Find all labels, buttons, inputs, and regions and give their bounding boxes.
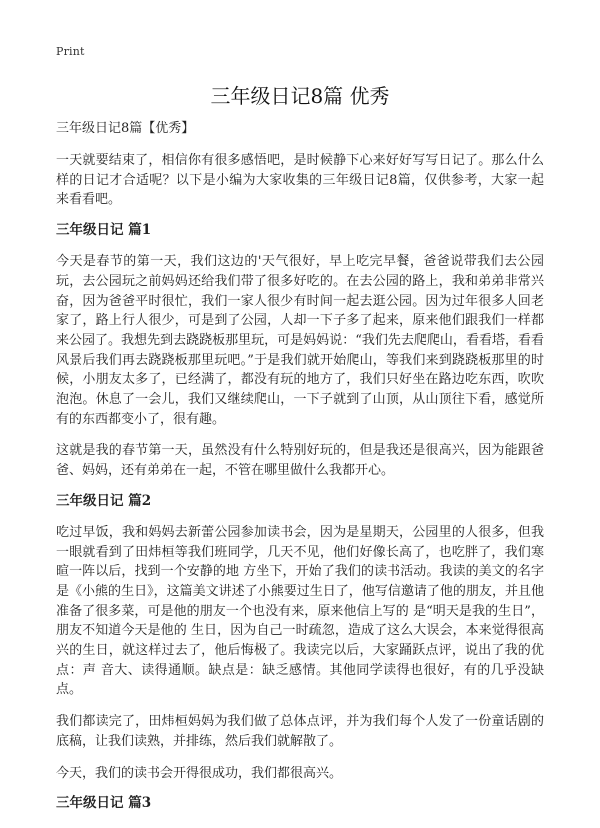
section-heading: 三年级日记 篇1: [56, 222, 152, 239]
article-body: [56, 120, 544, 825]
section-heading: 三年级日记 篇2: [56, 492, 152, 509]
intro-paragraph: 一天就要结束了，相信你有很多感悟吧，是时候静下心来好好写写日记了。那么什么样的日记才合适呢？以下是小编为大家收集的三年级日记8篇，仅供参考，大家一起来看看吧。: [56, 153, 544, 208]
print-label: Print: [56, 45, 85, 58]
paragraph: 今天是春节的第一天，我们这边的'天气很好，早上吃完早餐，爸爸说带我们去公园玩，去公园玩之前妈妈还给我们带了很多好吃的。在去公园的路上，我和弟弟非常兴奋，因为爸爸平时很忙，我们一家人很少有时间一起去逛公园。因为过年很多人回老家了，路上行人很少，可是到了公园，人却一下子多了起来，原来他们跟我们一样都来公园了。我想先到去跷跷板那里玩，可是妈妈说：“我们先去爬爬山，看看塔，看看风景后我们再去跷跷板那里玩吧。”于是我们就开始爬山，等我们来到跷跷板那里的时候，小朋友太多了，已经满了，都没有玩的地方了，我们只好坐在路边吃东西，吹吹泡泡。休息了一会儿，我们又继续爬山，一下子就到了山顶，从山顶往下看，感觉所有的东西都变小了，很有趣。: [56, 254, 544, 427]
paragraph: 这就是我的春节第一天，虽然没有什么特别好玩的，但是我还是很高兴，因为能跟爸爸、妈妈，还有弟弟在一起，不管在哪里做什么我都开心。: [56, 443, 544, 479]
paragraph: 我们都读完了，田炜桓妈妈为我们做了总体点评，并为我们每个人发了一份童话剧的底稿，让我们读熟，并排练，然后我们就解散了。: [56, 714, 544, 749]
section-heading: 三年级日记 篇3: [56, 795, 152, 812]
article-subtitle: 三年级日记8篇【优秀】: [56, 121, 195, 136]
page-title: 三年级日记8篇 优秀: [210, 84, 390, 108]
paragraph: 吃过早饭，我和妈妈去新蕾公园参加读书会，因为是星期天，公园里的人很多，但我一眼就看到了田炜桓等我们班同学，几天不见，他们好像长高了，也吃胖了，我们寒暄一阵以后，找到一个安静的地 方坐下，开始了我们的读书活动。我读的美文的名字是《小熊的生日》，这篇美文讲述了小熊要过生日了，他写信邀请了他的朋友，并且他准备了很多菜，可是他的朋友一个也没有来，原来他信上写的 是“明天是我的生日”，朋友不知道今天是他的 生日，因为自己一时疏忽，造成了这么大误会，本来觉得很高兴的生日，就这样过去了，他后悔极了。我读完以后，大家踊跃点评，说出了我的优点：声 音大、读得通顺。缺点是：缺乏感情。其他同学读得也很好，有的几乎没缺点。: [56, 524, 544, 698]
paragraph: 今天，我们的读书会开得很成功，我们都很高兴。: [56, 765, 343, 781]
